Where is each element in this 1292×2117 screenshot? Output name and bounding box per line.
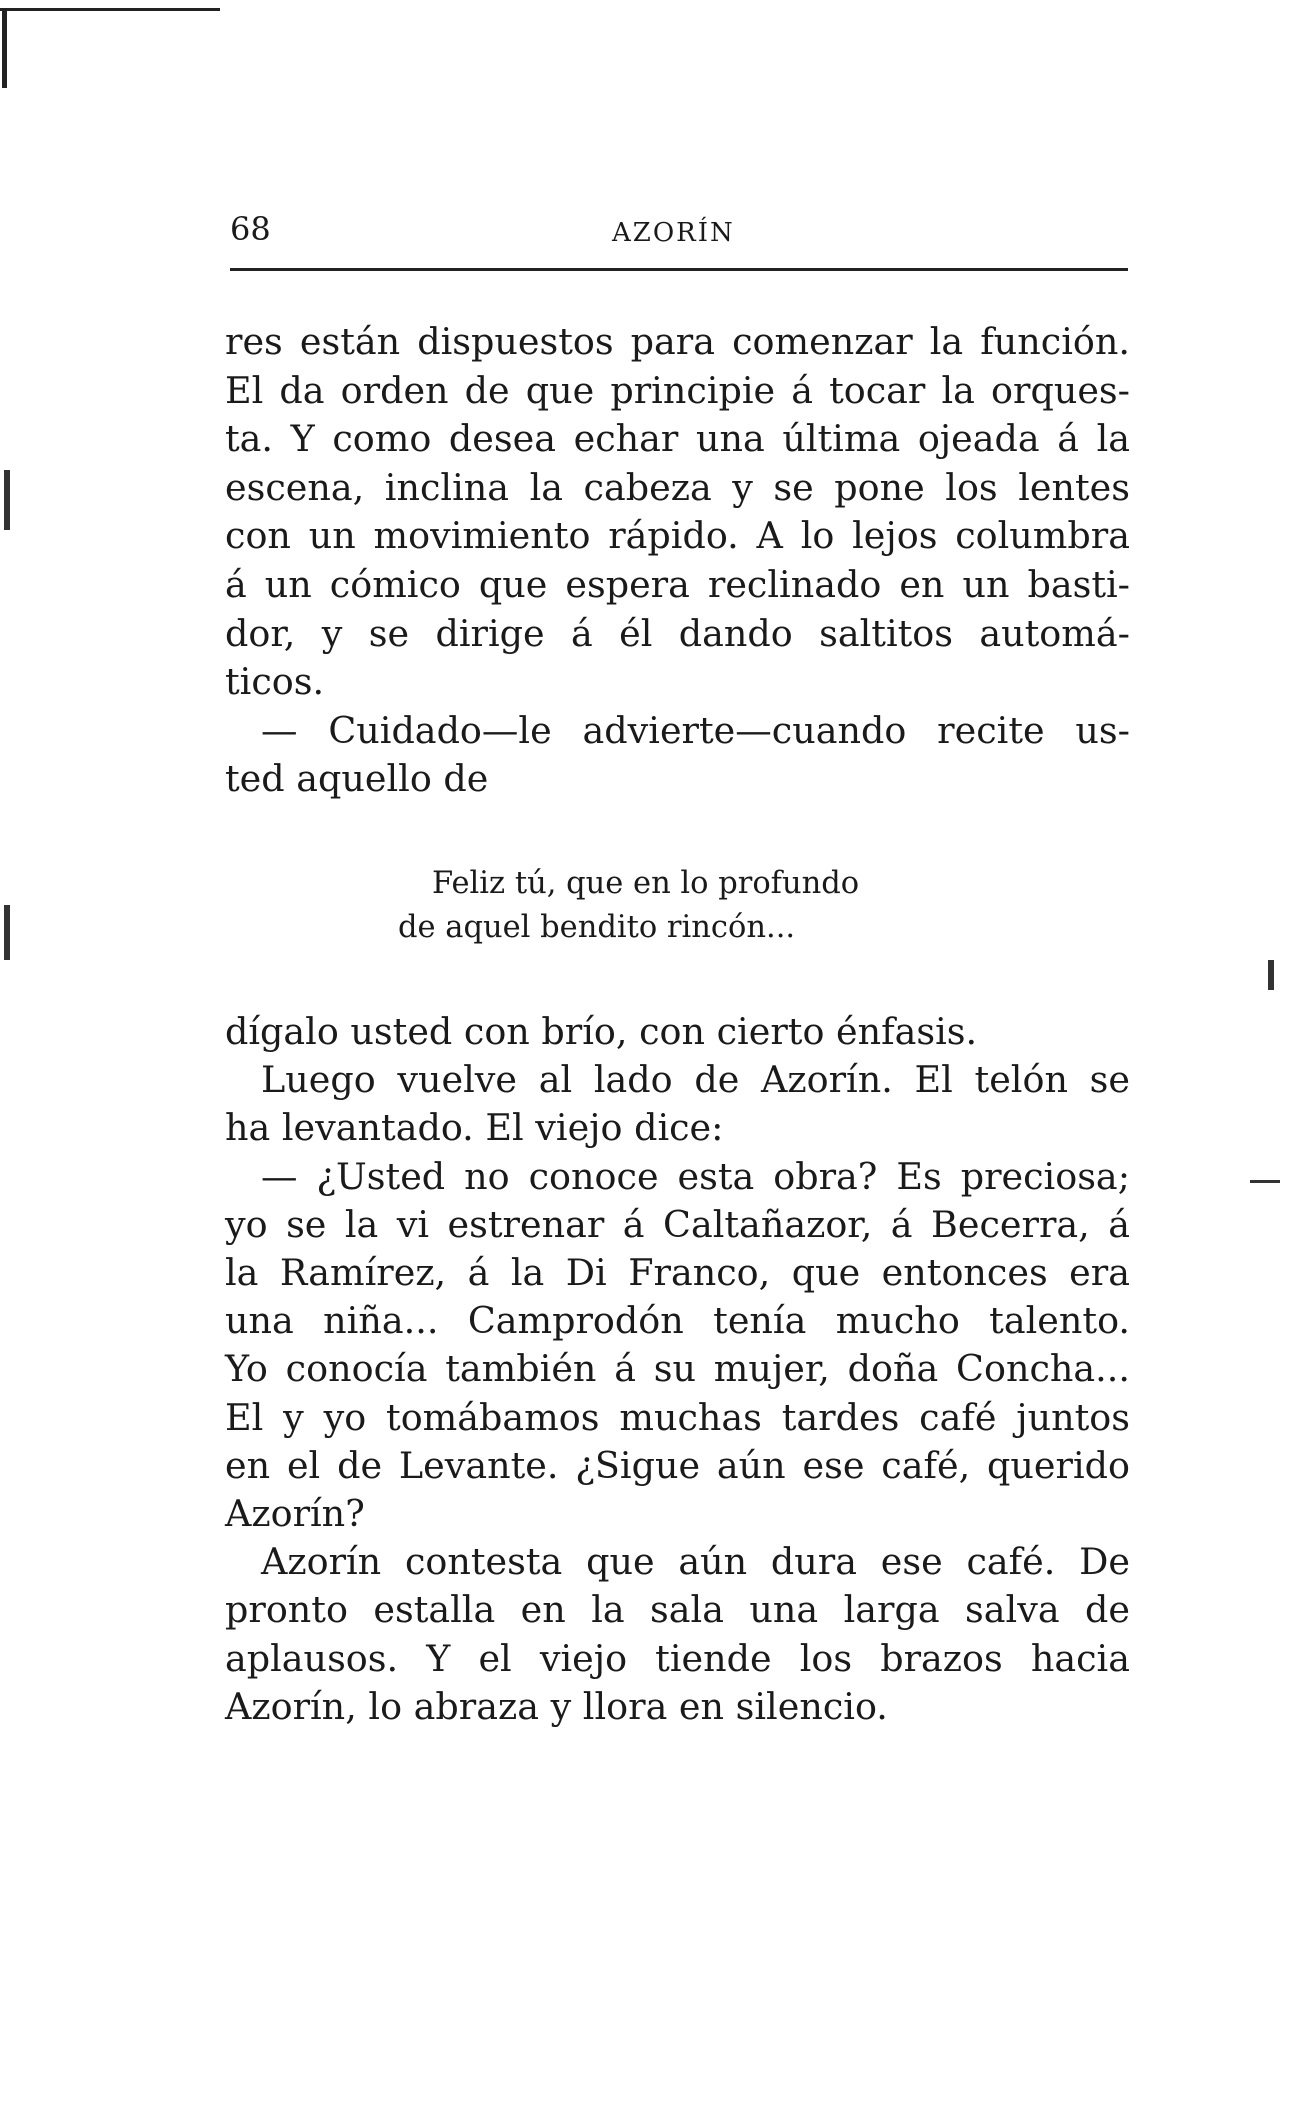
header-rule	[230, 268, 1128, 271]
text-line: ta. Y como desea echar una última ojeada á la	[225, 417, 1130, 461]
text-line: en el de Levante. ¿Sigue aún ese café, querido	[225, 1443, 1130, 1487]
scan-edge-artifact	[4, 470, 10, 530]
text-line: aplausos. Y el viejo tiende los brazos hacia	[225, 1636, 1130, 1680]
text-line: ted aquello de	[225, 757, 489, 801]
text-line: Azorín, lo abraza y llora en silencio.	[225, 1684, 888, 1728]
running-head: AZORÍN	[612, 218, 735, 248]
text-line: escena, inclina la cabeza y se pone los lentes	[225, 465, 1130, 509]
text-line: Yo conocía también á su mujer, doña Concha...	[225, 1347, 1130, 1391]
text-line: dígalo usted con brío, con cierto énfasis.	[225, 1010, 978, 1053]
page-header	[230, 210, 1128, 260]
body-text-top	[225, 318, 1130, 804]
verse-line: Feliz tú, que en lo profundo	[432, 866, 860, 901]
text-line: ticos.	[225, 660, 325, 704]
text-line: res están dispuestos para comenzar la función.	[225, 320, 1130, 363]
scan-edge-artifact	[1250, 1180, 1280, 1183]
text-line: El da orden de que principie á tocar la orques-	[225, 368, 1130, 412]
body-text-bottom	[225, 1008, 1130, 1731]
text-line: con un movimiento rápido. A lo lejos columbra	[225, 514, 1130, 558]
verse-quote	[398, 862, 859, 950]
text-line: ha levantado. El viejo dice:	[225, 1106, 724, 1150]
text-line: Azorín?	[225, 1492, 365, 1536]
verse-line: de aquel bendito rincón...	[398, 910, 796, 945]
text-line: á un cómico que espera reclinado en un basti-	[225, 562, 1130, 606]
text-line: la Ramírez, á la Di Franco, que entonces era	[225, 1251, 1130, 1295]
scan-corner-artifact	[0, 8, 220, 11]
text-line: una niña... Camprodón tenía mucho talento.	[225, 1299, 1130, 1343]
scan-edge-artifact	[4, 905, 10, 960]
text-line: — ¿Usted no conoce esta obra? Es preciosa;	[261, 1154, 1130, 1198]
text-line: dor, y se dirige á él dando saltitos automá-	[225, 611, 1130, 655]
scan-corner-artifact-vertical	[2, 8, 7, 88]
page-number: 68	[230, 210, 271, 248]
text-line: Azorín contesta que aún dura ese café. De	[261, 1540, 1130, 1584]
text-line: Luego vuelve al lado de Azorín. El telón se	[261, 1058, 1130, 1102]
text-line: pronto estalla en la sala una larga salva de	[225, 1588, 1130, 1632]
text-line: El y yo tomábamos muchas tardes café juntos	[225, 1395, 1130, 1439]
scan-edge-artifact	[1268, 960, 1274, 990]
text-line: — Cuidado—le advierte—cuando recite us-	[261, 708, 1130, 752]
text-line: yo se la vi estrenar á Caltañazor, á Becerra, á	[225, 1202, 1130, 1246]
